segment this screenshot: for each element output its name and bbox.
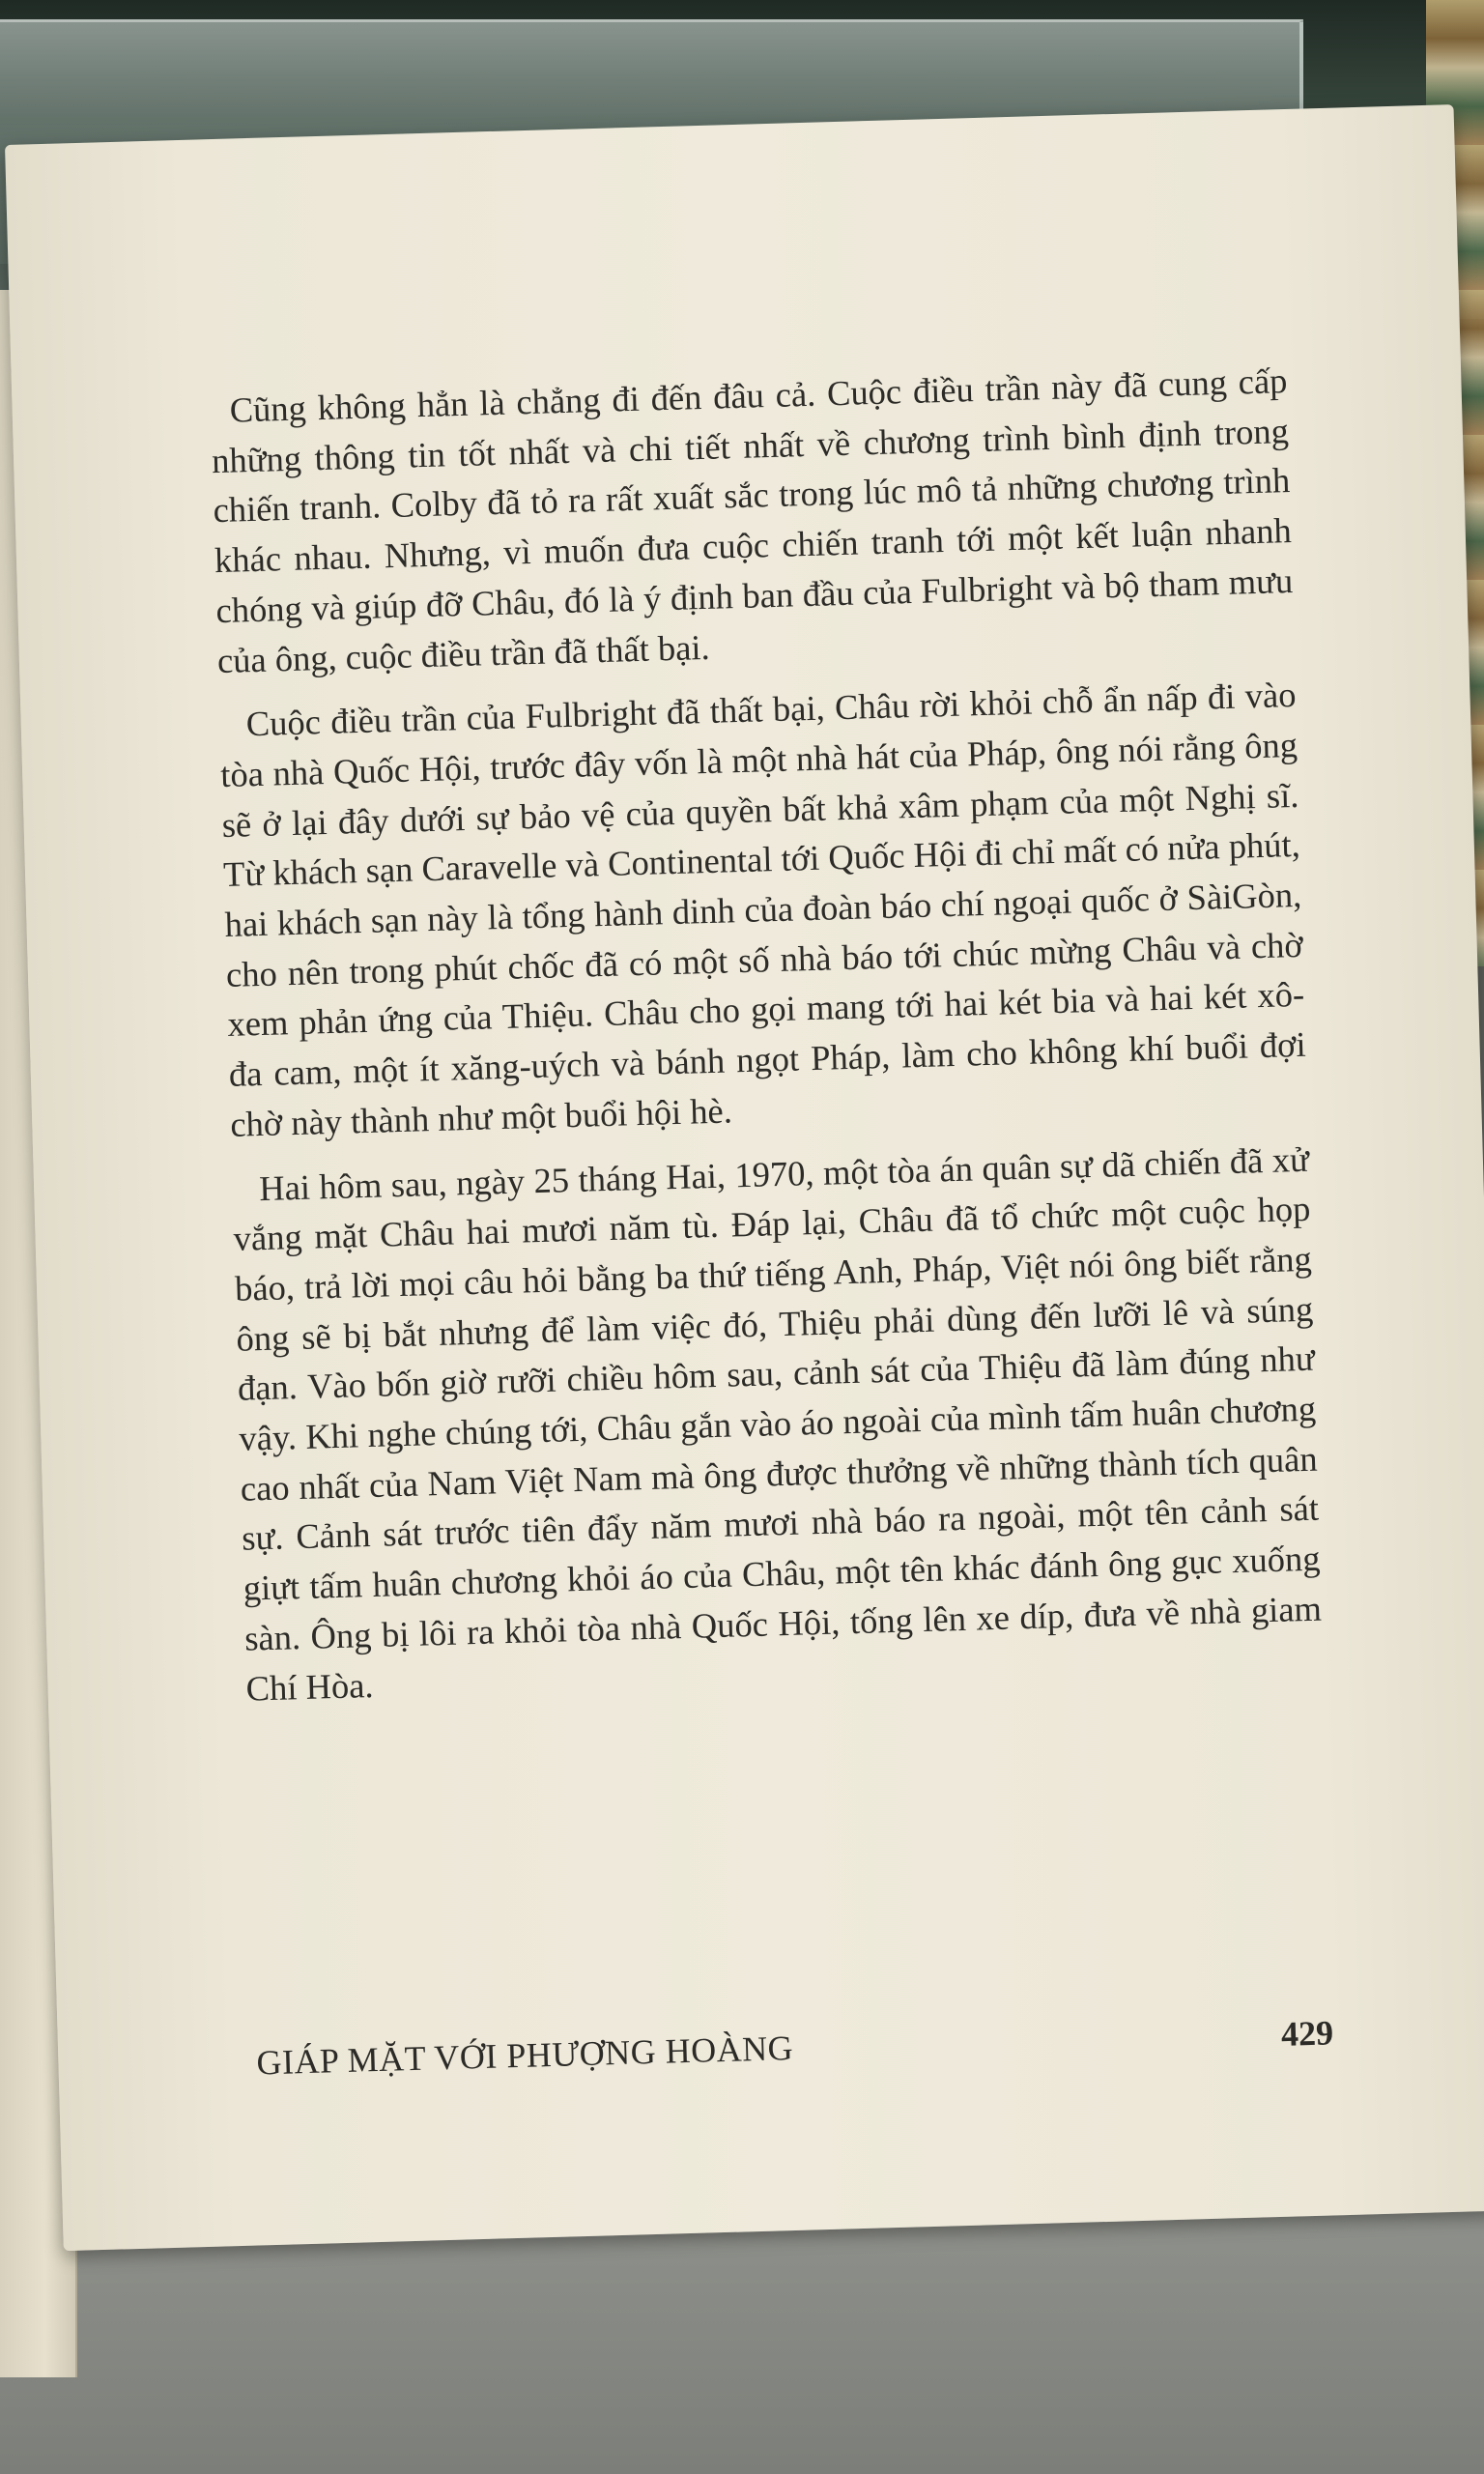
book-page bbox=[5, 104, 1484, 2251]
paragraph-2: Cuộc điều trần của Fulbright đã thất bại, Châu rời khỏi chỗ ẩn nấp đi vào tòa nhà Quốc Hội, trước đây vốn là một nhà hát của Pháp, ông nói rằng ông sẽ ở lại đây dưới sự bảo vệ của quyền bất khả xâm phạm của một Nghị sĩ. Từ khách sạn Caravelle và Continental tới Quốc Hội đi chỉ mất có nửa phút, hai khách sạn này là tổng hành dinh của đoàn báo chí ngoại quốc ở SàiGòn, cho nên trong phút chốc đã có một số nhà báo tới chúc mừng Châu và chờ xem phản ứng của Thiệu. Châu cho gọi mang tới hai két bia và hai két xô-đa cam, một ít xăng-uých và bánh ngọt Pháp, làm cho không khí buổi đợi chờ này thành như một buổi hội hè. bbox=[219, 675, 1307, 1144]
page-footer bbox=[256, 2012, 1334, 2083]
page-number: 429 bbox=[1280, 2013, 1334, 2054]
running-title: GIÁP MẶT VỚI PHƯỢNG HOÀNG bbox=[255, 2028, 794, 2083]
page-body bbox=[210, 356, 1324, 1728]
paragraph-3: Hai hôm sau, ngày 25 tháng Hai, 1970, một tòa án quân sự dã chiến đã xử vắng mặt Châu hai mươi năm tù. Đáp lại, Châu đã tổ chức một cuộc họp báo, trả lời mọi câu hỏi bằng ba thứ tiếng Anh, Pháp, Việt nói ông biết rằng ông sẽ bị bắt nhưng để làm việc đó, Thiệu phải dùng đến lưỡi lê và súng đạn. Vào bốn giờ rưỡi chiều hôm sau, cảnh sát của Thiệu đã làm đúng như vậy. Khi nghe chúng tới, Châu gắn vào áo ngoài của mình tấm huân chương cao nhất của Nam Việt Nam mà ông được thưởng về những thành tích quân sự. Cảnh sát trước tiên đẩy năm mươi nhà báo ra ngoài, một tên cảnh sát giựt tấm huân chương khỏi áo của Châu, một tên khác đánh ông gục xuống sàn. Ông bị lôi ra khỏi tòa nhà Quốc Hội, tống lên xe díp, đưa về nhà giam Chí Hòa. bbox=[233, 1138, 1323, 1709]
paragraph-1: Cũng không hẳn là chẳng đi đến đâu cả. Cuộc điều trần này đã cung cấp những thông tin tốt nhất và chi tiết nhất về chương trình bình định trong chiến tranh. Colby đã tỏ ra rất xuất sắc trong lúc mô tả những chương trình khác nhau. Nhưng, vì muốn đưa cuộc chiến tranh tới một kết luận nhanh chóng và giúp đỡ Châu, đó là ý định ban đầu của Fulbright và bộ tham mưu của ông, cuộc điều trần đã thất bại. bbox=[211, 360, 1294, 680]
